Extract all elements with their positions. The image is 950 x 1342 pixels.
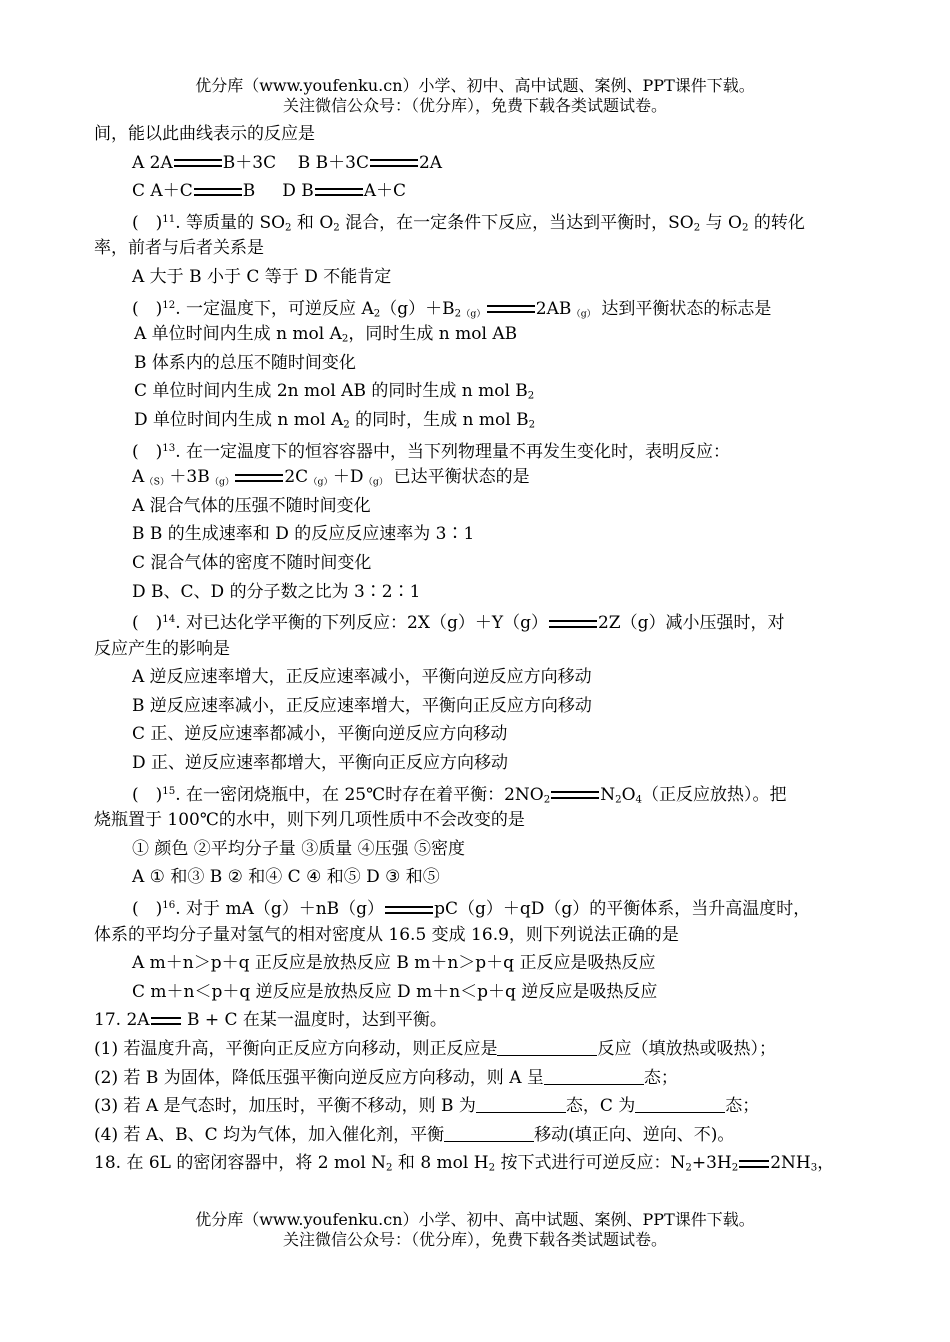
subscript: 2 (731, 1162, 739, 1174)
equilibrium-arrow-icon (315, 186, 363, 198)
equilibrium-arrow-icon (174, 157, 222, 169)
q13-equation (94, 463, 874, 492)
question-number: 16 (162, 900, 176, 912)
q10-option-c: C A＋C (132, 181, 193, 202)
subscript: 2 (693, 222, 701, 234)
subscript: 2 (543, 794, 551, 806)
q17-sub-3 (94, 1092, 874, 1121)
footer-line-2: 关注微信公众号：（优分库），免费下载各类试题试卷。 (282, 1230, 667, 1249)
q17-sub-1 (94, 1035, 874, 1064)
q10-option-c-products: B (242, 181, 256, 202)
q14-option-c: C 正、逆反应速率都减小，平衡向逆反应方向移动 (132, 724, 508, 745)
subscript: 2 (341, 333, 349, 345)
q17-sub-4-text: (4) 若 A、B、C 均为气体，加入催化剂，平衡 (94, 1124, 445, 1145)
q10-options-cd (94, 177, 874, 206)
q13-eq-3: 2C (284, 467, 309, 488)
q12-text-2: （g）＋B (380, 298, 455, 319)
q13-eq-5: 已达平衡状态的是 (388, 467, 530, 488)
q17-sub-3-text-3: 态； (725, 1096, 760, 1117)
q12-text-1: . 一定温度下，可逆反应 A (175, 298, 374, 319)
answer-blank[interactable] (544, 1066, 644, 1085)
phase-label: （S） (144, 476, 170, 488)
q10-option-b-products: 2A (418, 152, 443, 173)
q18-text-6: ， (817, 1153, 835, 1174)
q13-stem (94, 435, 874, 464)
q15-text-1: . 在一密闭烧瓶中，在 25℃时存在着平衡：2NO (175, 784, 544, 805)
q17-sub-2-text-2: 态； (643, 1067, 678, 1088)
q18-text-3: 按下式进行可逆反应：N (495, 1153, 686, 1174)
q12-text-4: 达到平衡状态的标志是 (596, 298, 772, 319)
q10-option-d: D B (282, 181, 314, 202)
q18-text-1: 18. 在 6L 的密闭容器中，将 2 mol N (94, 1153, 387, 1174)
question-number: 12 (162, 299, 176, 311)
q12-stem (94, 292, 874, 321)
equilibrium-arrow-icon (194, 186, 242, 198)
q14-option-d: D 正、逆反应速率都增大，平衡向正反应方向移动 (132, 753, 509, 774)
q11-text-3: 混合，在一定条件下反应，当达到平衡时，SO (339, 212, 694, 233)
q12-option-a (94, 320, 874, 349)
subscript: 2 (527, 390, 535, 402)
answer-blank[interactable] (444, 1123, 534, 1142)
answer-paren: ( ) (132, 298, 163, 319)
q17-sub-2-text: (2) 若 B 为固体，降低压强平衡向逆反应方向移动，则 A 呈 (94, 1067, 544, 1088)
q16-stem (94, 892, 874, 921)
header-line-1: 优分库（www.youfenku.cn）小学、初中、高中试题、案例、PPT课件下载。 (195, 76, 755, 95)
q12-option-c-text: C 单位时间内生成 2n mol AB 的同时生成 n mol B (134, 381, 528, 402)
answer-paren: ( ) (132, 441, 163, 462)
q17-sub-2 (94, 1064, 874, 1093)
q10-options-ab (94, 149, 874, 178)
answer-paren: ( ) (132, 613, 163, 634)
phase-label: （g） (461, 308, 486, 319)
q17-stem (94, 1006, 874, 1035)
answer-blank[interactable] (635, 1094, 725, 1113)
phase-label: （g） (363, 476, 389, 488)
q17-sub-1-text: (1) 若温度升高，平衡向正反应方向移动，则正反应是 (94, 1039, 498, 1059)
q13-option-d: D B、C、D 的分子数之比为 3∶2∶1 (132, 581, 421, 602)
q17-sub-3-text: (3) 若 A 是气态时，加压时，平衡不移动，则 B 为 (94, 1096, 476, 1117)
q11-text-1: . 等质量的 SO (175, 212, 286, 233)
q13-option-b: B B 的生成速率和 D 的反应反应速率为 3∶1 (132, 524, 475, 545)
q12-option-b: B 体系内的总压不随时间变化 (134, 352, 356, 373)
q12-option-d-text-2: 的同时，生成 n mol B (349, 409, 529, 430)
q14-continuation: 反应产生的影响是 (94, 638, 230, 659)
q13-eq-2: ＋3B (169, 467, 210, 488)
subscript: 2 (685, 1162, 692, 1174)
answer-paren: ( ) (132, 784, 163, 805)
q17-text-1: 17. 2A (94, 1010, 150, 1031)
q14-text-1: . 对已达化学平衡的下列反应：2X（g）＋Y（g） (175, 613, 548, 634)
question-number: 15 (162, 785, 176, 797)
subscript: 2 (488, 1162, 496, 1174)
q18-text-4: +3H (691, 1153, 732, 1174)
document-body (94, 120, 874, 1178)
q17-sub-4 (94, 1121, 874, 1150)
equilibrium-arrow-icon (739, 1158, 769, 1170)
q17-sub-3-text-2: 态，C 为 (565, 1096, 636, 1117)
equilibrium-arrow-icon (551, 789, 599, 801)
q12-option-d (94, 406, 874, 435)
answer-blank[interactable] (476, 1094, 566, 1113)
answer-paren: ( ) (132, 212, 163, 233)
subscript: 2 (528, 419, 536, 431)
subscript: 2 (741, 222, 749, 234)
q12-option-a-text: A 单位时间内生成 n mol A (134, 324, 342, 345)
header-line-2: 关注微信公众号：（优分库），免费下载各类试题试卷。 (282, 96, 667, 115)
question-number: 11 (162, 213, 176, 225)
answer-blank[interactable] (497, 1037, 597, 1056)
q11-text-4: 与 O (700, 212, 742, 233)
q15-stem (94, 778, 874, 807)
q14-text-2: 2Z（g）减小压强时，对 (597, 613, 785, 634)
q11-stem (94, 206, 874, 235)
subscript: 4 (635, 794, 642, 806)
q11-continuation: 率，前者与后者关系是 (94, 238, 264, 259)
equilibrium-arrow-icon (385, 904, 433, 916)
q10-option-b: B B＋3C (297, 152, 369, 173)
q17-text-2: B + C 在某一温度时，达到平衡。 (181, 1010, 447, 1031)
q12-option-a-text-2: ，同时生成 n mol AB (348, 324, 518, 345)
q15-text-2: N (600, 784, 616, 805)
q10-option-a-products: B＋3C (222, 152, 277, 173)
q10-option-d-products: A＋C (363, 181, 407, 202)
q18-stem (94, 1149, 874, 1178)
q15-text-4: （正反应放热）。把 (642, 784, 787, 805)
page-footer (0, 1210, 950, 1250)
q12-option-d-text: D 单位时间内生成 n mol A (134, 409, 344, 430)
q16-text-2: pC（g）＋qD（g）的平衡体系，当升高温度时， (434, 899, 811, 920)
page-header (0, 76, 950, 116)
q14-option-a: A 逆反应速率增大，正反应速率减小，平衡向逆反应方向移动 (132, 667, 592, 688)
equilibrium-arrow-icon (235, 472, 283, 484)
subscript: 2 (454, 308, 462, 320)
q12-text-3: 2AB (535, 298, 572, 319)
subscript: 3 (810, 1162, 818, 1174)
q13-eq-1: A (132, 467, 145, 488)
subscript: 2 (615, 794, 622, 806)
q10-continuation: 间，能以此曲线表示的反应是 (94, 124, 315, 144)
q15-continuation: 烧瓶置于 100℃的水中，则下列几项性质中不会改变的是 (94, 810, 525, 831)
q16-text-1: . 对于 mA（g）＋nB（g） (175, 899, 385, 920)
q17-sub-1-text-2: 反应（填放热或吸热）； (597, 1039, 776, 1059)
q15-options: A ① 和③ B ② 和④ C ④ 和⑤ D ③ 和⑤ (132, 867, 440, 888)
q16-options-ab: A m＋n＞p＋q 正反应是放热反应 B m＋n＞p＋q 正反应是吸热反应 (132, 953, 656, 974)
answer-paren: ( ) (132, 899, 163, 920)
phase-label: （g） (308, 476, 333, 488)
q13-option-a: A 混合气体的压强不随时间变化 (132, 495, 371, 516)
subscript: 2 (386, 1162, 393, 1174)
q15-text-3: O (621, 784, 636, 805)
q16-continuation: 体系的平均分子量对氢气的相对密度从 16.5 变成 16.9，则下列说法正确的是 (94, 924, 679, 945)
q16-options-cd: C m＋n＜p＋q 逆反应是放热反应 D m＋n＜p＋q 逆反应是吸热反应 (132, 981, 658, 1002)
q12-option-c (94, 377, 874, 406)
q13-option-c: C 混合气体的密度不随时间变化 (132, 552, 372, 573)
q11-text-2: 和 O (291, 212, 334, 233)
subscript: 2 (373, 308, 381, 320)
q11-text-5: 的转化 (748, 212, 805, 233)
phase-label: （g） (209, 476, 235, 488)
footer-line-1: 优分库（www.youfenku.cn）小学、初中、高中试题、案例、PPT课件下载。 (195, 1210, 755, 1229)
q17-sub-4-text-2: 移动(填正向、逆向、不)。 (534, 1124, 735, 1145)
q14-option-b: B 逆反应速率减小，正反应速率增大，平衡向正反应方向移动 (132, 695, 592, 716)
q15-items: ① 颜色 ②平均分子量 ③质量 ④压强 ⑤密度 (132, 838, 466, 859)
equilibrium-arrow-icon (549, 618, 597, 630)
subscript: 2 (333, 222, 340, 234)
q10-option-a: A 2A (132, 152, 173, 173)
phase-label: （g） (571, 308, 597, 319)
subscript: 2 (285, 222, 292, 234)
q13-eq-4: ＋D (332, 467, 364, 488)
question-number: 13 (162, 442, 176, 454)
equilibrium-arrow-icon (370, 157, 418, 169)
q11-options: A 大于 B 小于 C 等于 D 不能肯定 (132, 266, 392, 287)
q14-stem (94, 606, 874, 635)
subscript: 2 (343, 419, 350, 431)
q18-text-5: 2NH (770, 1153, 811, 1174)
question-number: 14 (162, 614, 176, 626)
equilibrium-arrow-icon (487, 303, 535, 315)
q18-text-2: 和 8 mol H (392, 1153, 489, 1174)
q13-text-1: . 在一定温度下的恒容容器中，当下列物理量不再发生变化时，表明反应： (175, 441, 731, 462)
equilibrium-arrow-icon (151, 1015, 181, 1027)
